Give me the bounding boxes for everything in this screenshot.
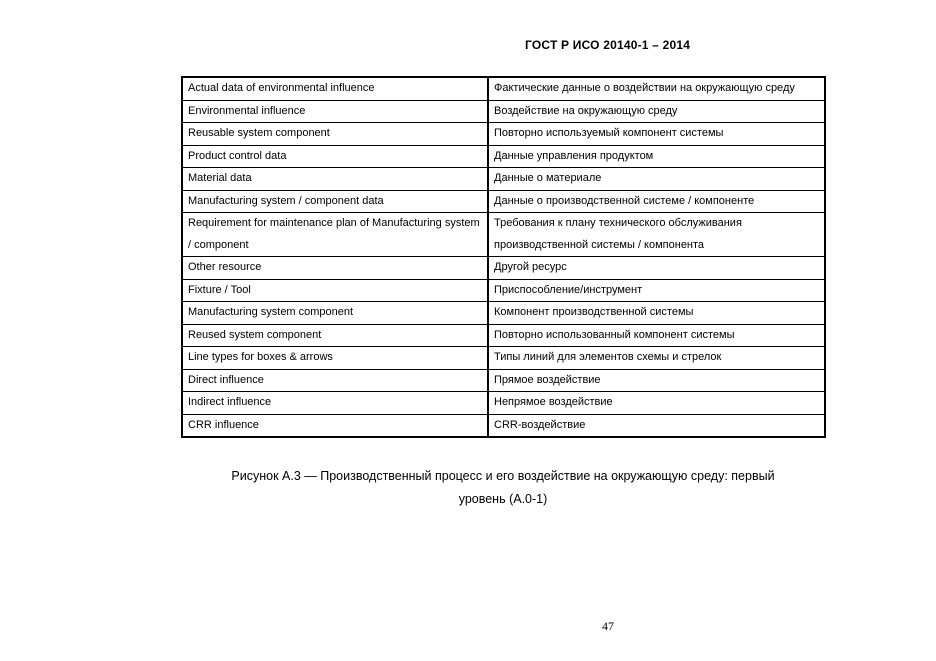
term-english: Reused system component — [182, 324, 488, 347]
term-russian: Данные о производственной системе / компоненте — [488, 190, 825, 213]
term-russian: Повторно использованный компонент системы — [488, 324, 825, 347]
term-english: Actual data of environmental influence — [182, 77, 488, 100]
term-russian: Воздействие на окружающую среду — [488, 100, 825, 123]
term-russian: Фактические данные о воздействии на окружающую среду — [488, 77, 825, 100]
term-english: Reusable system component — [182, 123, 488, 146]
term-russian: Данные управления продуктом — [488, 145, 825, 168]
table-row — [182, 77, 825, 100]
term-russian: Повторно используемый компонент системы — [488, 123, 825, 146]
page-number: 47 — [602, 619, 614, 633]
term-english: Direct influence — [182, 369, 488, 392]
term-russian: Типы линий для элементов схемы и стрелок — [488, 347, 825, 370]
table-row — [182, 145, 825, 168]
term-russian: CRR-воздействие — [488, 414, 825, 437]
table-row — [182, 347, 825, 370]
table-row — [182, 257, 825, 280]
glossary-table — [181, 76, 826, 438]
table-row — [182, 279, 825, 302]
table-row — [182, 324, 825, 347]
term-english: CRR influence — [182, 414, 488, 437]
term-english: Manufacturing system / component data — [182, 190, 488, 213]
figure-caption-line: уровень (А.0-1) — [458, 492, 548, 506]
term-russian: Требования к плану технического обслуживания производственной системы / компонента — [488, 213, 825, 257]
figure-caption-line: Рисунок А.3 — Производственный процесс и его воздействие на окружающую среду: первый — [231, 469, 775, 483]
term-english: Other resource — [182, 257, 488, 280]
term-english: Product control data — [182, 145, 488, 168]
table-row — [182, 414, 825, 437]
table-row — [182, 190, 825, 213]
document-header: ГОСТ Р ИСО 20140-1 – 2014 — [525, 38, 691, 52]
term-english: Manufacturing system component — [182, 302, 488, 325]
term-russian: Другой ресурс — [488, 257, 825, 280]
table-row — [182, 302, 825, 325]
term-russian: Непрямое воздействие — [488, 392, 825, 415]
term-russian: Компонент производственной системы — [488, 302, 825, 325]
glossary-table-body — [182, 77, 825, 437]
table-row — [182, 392, 825, 415]
term-english: Environmental influence — [182, 100, 488, 123]
term-russian: Данные о материале — [488, 168, 825, 191]
term-english: Material data — [182, 168, 488, 191]
table-row — [182, 100, 825, 123]
term-russian: Прямое воздействие — [488, 369, 825, 392]
table-row — [182, 213, 825, 257]
table-row — [182, 369, 825, 392]
table-row — [182, 123, 825, 146]
term-english: Indirect influence — [182, 392, 488, 415]
term-english: Fixture / Tool — [182, 279, 488, 302]
term-english: Line types for boxes & arrows — [182, 347, 488, 370]
figure-caption — [180, 465, 826, 511]
table-row — [182, 168, 825, 191]
term-english: Requirement for maintenance plan of Manufacturing system / component — [182, 213, 488, 257]
term-russian: Приспособление/инструмент — [488, 279, 825, 302]
